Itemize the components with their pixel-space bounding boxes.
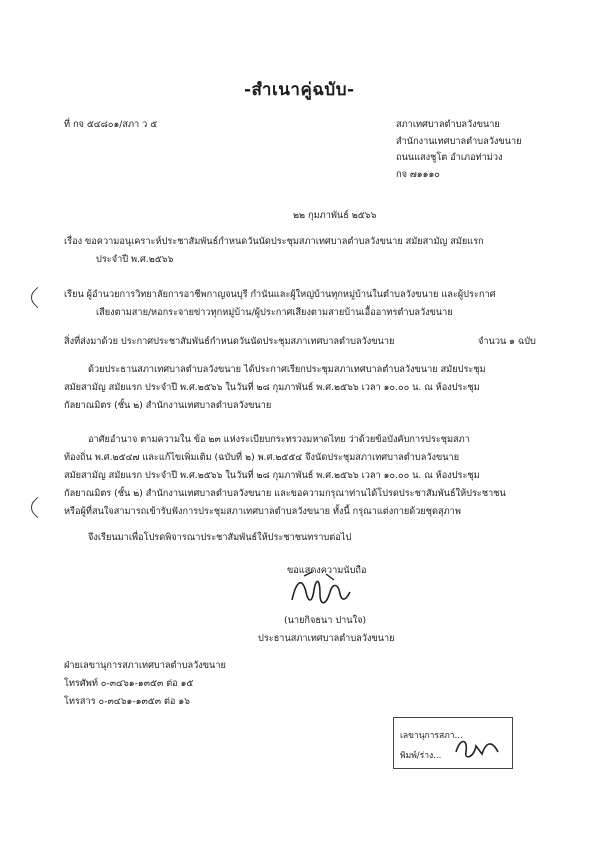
signer-name: (นายกิจธนา ปานใจ) xyxy=(284,615,367,626)
paragraph-2 xyxy=(64,431,506,521)
subject-line: เรื่อง ขอความอนุเคราะห์ประชาสัมพันธ์กำหนดวันนัดประชุมสภาเทศบาลตำบลวังขนาย สมัยสามัญ สมัยแรก xyxy=(64,236,484,247)
enclosure-label: สิ่งที่ส่งมาด้วย ประกาศประชาสัมพันธ์กำหนดวันนัดประชุมสภาเทศบาลตำบลวังขนาย xyxy=(64,336,395,347)
enclosure-count: จำนวน ๑ ฉบับ xyxy=(478,336,536,347)
signature-stroke xyxy=(304,572,334,580)
paragraph-line: สมัยสามัญ สมัยแรก ประจำปี พ.ศ.๒๕๖๖ ในวันที่ ๒๘ กุมภาพันธ์ พ.ศ.๒๕๖๖ เวลา ๑๐.๐๐ น. ณ ห้องประชุม xyxy=(64,470,480,481)
paragraph-line: ด้วยประธานสภาเทศบาลตำบลวังขนาย ได้ประกาศเรียกประชุมสภาเทศบาลตำบลวังขนาย สมัยประชุม xyxy=(88,364,486,375)
copy-title: -สำเนาคู่ฉบับ- xyxy=(244,80,355,100)
paragraph-line: สมัยสามัญ สมัยแรก ประจำปี พ.ศ.๒๕๖๖ ในวันที่ ๒๘ กุมภาพันธ์ พ.ศ.๒๕๖๖ เวลา ๑๐.๐๐ น. ณ ห้องประชุม xyxy=(64,382,480,393)
subject xyxy=(64,233,484,269)
paragraph-line: อาศัยอำนาจ ตามความใน ข้อ ๒๓ แห่งระเบียบกระทรวงมหาดไทย ว่าด้วยข้อบังคับการประชุมสภา xyxy=(88,434,470,445)
paragraph-line: หรือผู้ที่สนใจสามารถเข้ารับฟังการประชุมสภาเทศบาลตำบลวังขนาย ทั้งนี้ กรุณาแต่งกายด้วยชุดสุภาพ xyxy=(64,506,461,517)
paragraph-line: ท้องถิ่น พ.ศ.๒๕๔๗ และแก้ไขเพิ่มเติม (ฉบับที่ ๒) พ.ศ.๒๕๕๔ จึงนัดประชุมสภาเทศบาลตำบลวังขนาย xyxy=(64,452,460,463)
sender-address-line: สภาเทศบาลตำบลวังขนาย xyxy=(396,119,500,130)
sender-address-line: กจ ๗๑๑๑๐ xyxy=(396,168,440,180)
handwritten-mark xyxy=(27,497,48,518)
contact-line: โทรสาร ๐-๓๔๖๑-๑๓๕๓ ต่อ ๑๖ xyxy=(64,696,191,707)
stamp-secretary-line: เลขานุการสภา... xyxy=(400,731,463,741)
document-number: ที่ กจ ๕๔๘๐๑/สภา ว ๕ xyxy=(64,119,158,130)
approval-stamp xyxy=(393,717,513,769)
handwritten-mark xyxy=(27,287,48,308)
subject-line: ประจำปี พ.ศ.๒๕๖๖ xyxy=(96,254,174,265)
signature-stroke xyxy=(292,581,350,602)
signer-title: ประธานสภาเทศบาลตำบลวังขนาย xyxy=(258,633,395,644)
sender-address xyxy=(396,117,522,183)
sender-address-line: ถนนแสงชูโต อำเภอท่าม่วง xyxy=(396,152,503,163)
contact-block xyxy=(64,657,226,711)
recipient-line: เสียงตามสาย/หอกระจายข่าวทุกหมู่บ้าน/ผู้ประกาศเสียงตามสายบ้านเอื้ออาทรตำบลวังขนาย xyxy=(96,307,453,318)
recipient xyxy=(64,286,495,322)
document-date: ๒๒ กุมภาพันธ์ ๒๕๖๖ xyxy=(293,210,377,221)
initials-stroke xyxy=(456,742,498,757)
closing-sentence: จึงเรียนมาเพื่อโปรดพิจารณาประชาสัมพันธ์ให้ประชาชนทราบต่อไป xyxy=(88,532,352,543)
sender-address-line: สำนักงานเทศบาลตำบลวังขนาย xyxy=(396,135,522,147)
paragraph-1 xyxy=(64,361,486,415)
contact-line: ฝ่ายเลขานุการสภาเทศบาลตำบลวังขนาย xyxy=(64,660,226,671)
stamp-typist-line: พิมพ์/ร่าง... xyxy=(400,751,442,761)
contact-line: โทรศัพท์ ๐-๓๔๖๑-๑๓๕๓ ต่อ ๑๕ xyxy=(64,678,194,689)
recipient-line: เรียน ผู้อำนวยการวิทยาลัยการอาชีพกาญจนบุรี กำนันและผู้ใหญ่บ้านทุกหมู่บ้านในตำบลวังขนาย และผู้ประกาศ xyxy=(64,289,496,300)
paragraph-line: กัลยาณมิตร (ชั้น ๒) สำนักงานเทศบาลตำบลวังขนาย และขอความกรุณาท่านได้โปรดประชาสัมพันธ์ให้ประชาชน xyxy=(64,488,506,499)
paragraph-line: กัลยาณมิตร (ชั้น ๒) สำนักงานเทศบาลตำบลวังขนาย xyxy=(64,400,272,411)
signature xyxy=(286,570,358,612)
salutation: ขอแสดงความนับถือ xyxy=(287,565,367,576)
stamp-initials xyxy=(452,734,502,762)
